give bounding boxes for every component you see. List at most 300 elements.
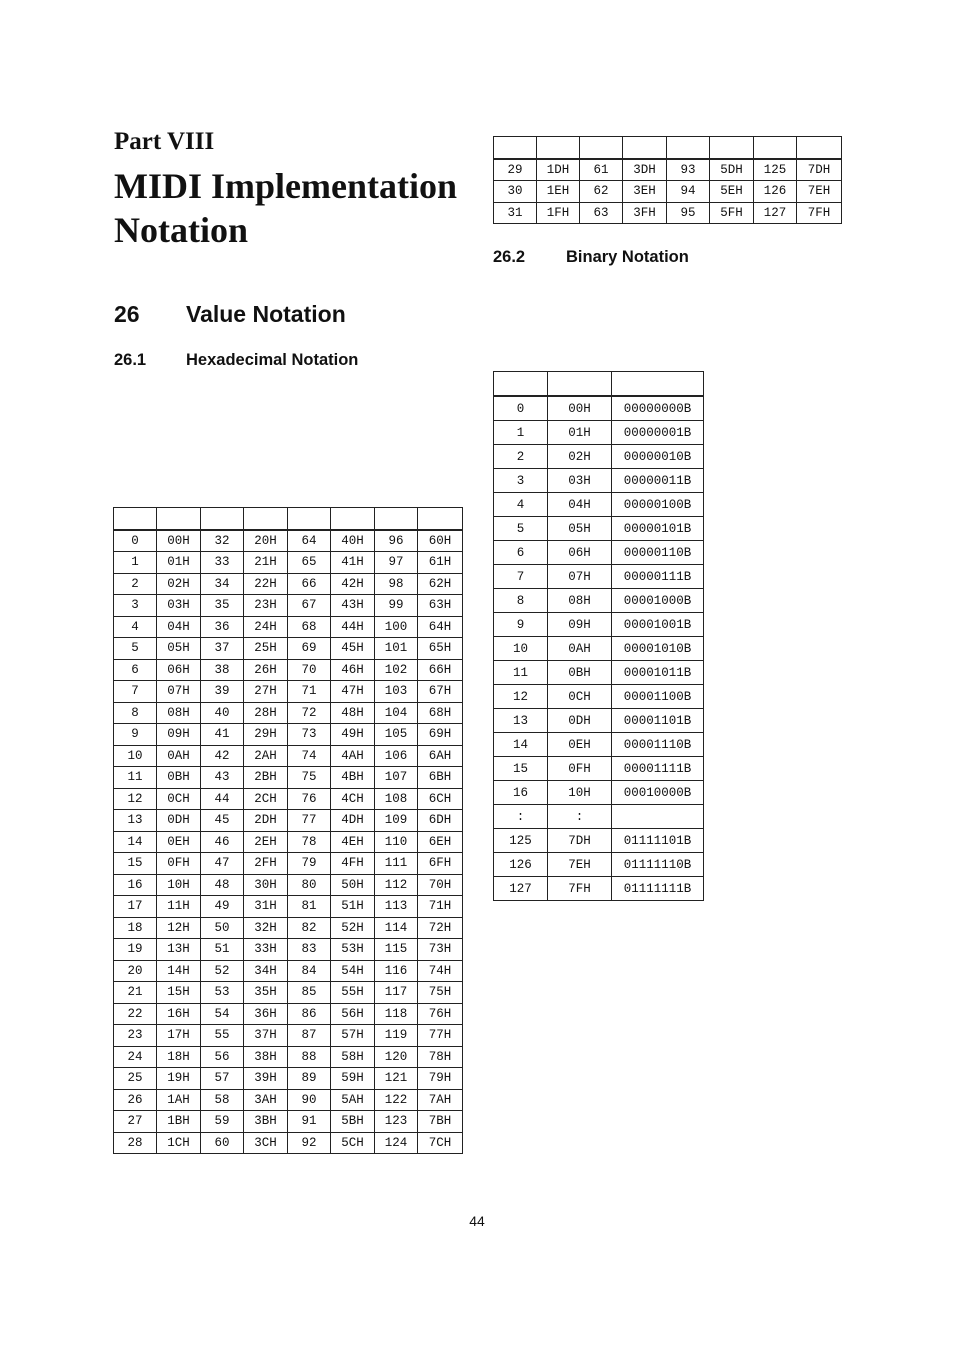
part-title: MIDI Implementation Notation — [114, 166, 457, 250]
table-cell: 32H — [244, 917, 288, 939]
table-cell: 00000010B — [612, 445, 704, 469]
table-row — [114, 874, 463, 896]
table-cell: 1 — [114, 552, 157, 574]
table-cell: 14 — [494, 733, 548, 757]
table-cell: : — [494, 805, 548, 829]
table-cell: 126 — [754, 181, 797, 203]
table-cell: 52 — [201, 960, 244, 982]
table-row — [114, 745, 463, 767]
table-cell: 5DH — [710, 159, 754, 181]
table-cell: 18H — [157, 1046, 201, 1068]
table-cell: 07H — [157, 681, 201, 703]
table-header-cell — [418, 508, 463, 530]
table-row — [114, 788, 463, 810]
table-cell: 05H — [157, 638, 201, 660]
table-cell: 109 — [375, 810, 418, 832]
table-cell: 1CH — [157, 1132, 201, 1154]
table-cell: 03H — [548, 469, 612, 493]
table-cell: 111 — [375, 853, 418, 875]
table-cell: 60 — [201, 1132, 244, 1154]
table-cell: 69H — [418, 724, 463, 746]
table-cell: 17H — [157, 1025, 201, 1047]
table-cell: 22 — [114, 1003, 157, 1025]
table-cell: 5CH — [331, 1132, 375, 1154]
table-cell: 08H — [157, 702, 201, 724]
table-cell: 117 — [375, 982, 418, 1004]
table-row — [494, 202, 842, 224]
table-cell: 41 — [201, 724, 244, 746]
table-cell: 2CH — [244, 788, 288, 810]
table-cell: 62H — [418, 573, 463, 595]
table-cell: 20H — [244, 530, 288, 552]
table-cell: 74 — [288, 745, 331, 767]
table-cell: 95 — [667, 202, 710, 224]
table-cell: 01H — [157, 552, 201, 574]
table-cell: 65 — [288, 552, 331, 574]
table-row — [114, 767, 463, 789]
table-cell: 1FH — [537, 202, 580, 224]
table-header-row — [494, 137, 842, 159]
table-cell: 7BH — [418, 1111, 463, 1133]
table-cell: 68H — [418, 702, 463, 724]
table-row — [494, 445, 704, 469]
table-cell: 11 — [114, 767, 157, 789]
table-header-cell — [580, 137, 623, 159]
table-cell: 0AH — [548, 637, 612, 661]
table-cell: 28 — [114, 1132, 157, 1154]
table-cell: 88 — [288, 1046, 331, 1068]
table-cell: 53H — [331, 939, 375, 961]
table-cell: 0AH — [157, 745, 201, 767]
subsection-heading-hexadecimal — [114, 351, 358, 370]
table-cell: 55H — [331, 982, 375, 1004]
table-cell: 96 — [375, 530, 418, 552]
table-row — [114, 552, 463, 574]
table-cell: 38 — [201, 659, 244, 681]
table-cell: 7CH — [418, 1132, 463, 1154]
table-row — [494, 637, 704, 661]
table-cell: 58 — [201, 1089, 244, 1111]
table-cell: 10 — [114, 745, 157, 767]
table-cell: 7DH — [797, 159, 842, 181]
table-cell: 06H — [157, 659, 201, 681]
table-cell: 91 — [288, 1111, 331, 1133]
table-cell: 2BH — [244, 767, 288, 789]
table-cell: 15 — [114, 853, 157, 875]
section-title: Value Notation — [186, 301, 346, 327]
table-cell: 15H — [157, 982, 201, 1004]
table-cell: 33 — [201, 552, 244, 574]
table-cell: 37H — [244, 1025, 288, 1047]
table-header-cell — [331, 508, 375, 530]
table-cell: 36H — [244, 1003, 288, 1025]
table-cell: 0 — [114, 530, 157, 552]
table-cell: 6EH — [418, 831, 463, 853]
table-cell: 63H — [418, 595, 463, 617]
table-cell: 00000110B — [612, 541, 704, 565]
table-cell: 49H — [331, 724, 375, 746]
table-cell: 74H — [418, 960, 463, 982]
table-cell: 7 — [494, 565, 548, 589]
table-cell: 17 — [114, 896, 157, 918]
table-row — [494, 589, 704, 613]
table-cell: 00000100B — [612, 493, 704, 517]
table-cell: 0 — [494, 396, 548, 421]
table-row — [494, 469, 704, 493]
part-label: Part VIII — [114, 128, 215, 155]
table-cell: 51 — [201, 939, 244, 961]
table-cell: 6DH — [418, 810, 463, 832]
table-cell: 12 — [114, 788, 157, 810]
table-cell: 6 — [114, 659, 157, 681]
table-cell: 79 — [288, 853, 331, 875]
table-cell: 67 — [288, 595, 331, 617]
table-cell: 4DH — [331, 810, 375, 832]
table-row — [494, 517, 704, 541]
section-heading-value-notation — [114, 301, 346, 328]
table-row — [494, 159, 842, 181]
hexadecimal-table-continued — [493, 136, 842, 224]
table-header-row — [114, 508, 463, 530]
table-cell: 57 — [201, 1068, 244, 1090]
table-cell: 25 — [114, 1068, 157, 1090]
table-cell: 12H — [157, 917, 201, 939]
table-cell: 40 — [201, 702, 244, 724]
table-cell: 126 — [494, 853, 548, 877]
table-cell: 42 — [201, 745, 244, 767]
table-cell: 89 — [288, 1068, 331, 1090]
table-cell: 105 — [375, 724, 418, 746]
table-row — [494, 613, 704, 637]
table-cell: 13 — [494, 709, 548, 733]
table-cell: 39 — [201, 681, 244, 703]
table-cell: 61H — [418, 552, 463, 574]
table-row — [494, 877, 704, 901]
table-cell: 61 — [580, 159, 623, 181]
subsection-number: 26.1 — [114, 351, 147, 369]
table-cell: 02H — [157, 573, 201, 595]
table-cell: 00001111B — [612, 757, 704, 781]
table-cell: 00001100B — [612, 685, 704, 709]
table-row — [114, 1132, 463, 1154]
table-cell: 69 — [288, 638, 331, 660]
table-cell: 23 — [114, 1025, 157, 1047]
hexadecimal-table — [113, 507, 463, 1154]
table-cell: 27H — [244, 681, 288, 703]
table-cell: 00000000B — [612, 396, 704, 421]
table-cell: 00001010B — [612, 637, 704, 661]
table-cell: 66H — [418, 659, 463, 681]
table-cell: 97 — [375, 552, 418, 574]
table-cell: 116 — [375, 960, 418, 982]
table-cell: 29 — [494, 159, 537, 181]
table-row — [114, 616, 463, 638]
table-cell: 48H — [331, 702, 375, 724]
table-cell: 00001001B — [612, 613, 704, 637]
table-cell: 7EH — [548, 853, 612, 877]
table-cell: 115 — [375, 939, 418, 961]
table-cell: 124 — [375, 1132, 418, 1154]
table-row — [114, 853, 463, 875]
table-cell: 50 — [201, 917, 244, 939]
table-cell: 112 — [375, 874, 418, 896]
table-row — [494, 565, 704, 589]
table-cell: 53 — [201, 982, 244, 1004]
table-cell: 70H — [418, 874, 463, 896]
table-cell: 125 — [754, 159, 797, 181]
table-cell: 0EH — [548, 733, 612, 757]
table-cell: 32 — [201, 530, 244, 552]
table-cell: 77H — [418, 1025, 463, 1047]
table-cell: 28H — [244, 702, 288, 724]
table-cell: 21 — [114, 982, 157, 1004]
table-row — [494, 181, 842, 203]
table-cell: 123 — [375, 1111, 418, 1133]
table-cell: 51H — [331, 896, 375, 918]
table-row — [114, 831, 463, 853]
table-row — [494, 733, 704, 757]
table-cell: 2FH — [244, 853, 288, 875]
table-cell: 3AH — [244, 1089, 288, 1111]
subsection-number: 26.2 — [493, 248, 526, 266]
table-cell: 101 — [375, 638, 418, 660]
table-cell: 66 — [288, 573, 331, 595]
table-cell: 79H — [418, 1068, 463, 1090]
table-cell: 98 — [375, 573, 418, 595]
table-cell: 72 — [288, 702, 331, 724]
table-cell: 60H — [418, 530, 463, 552]
table-cell: 85 — [288, 982, 331, 1004]
table-cell: 113 — [375, 896, 418, 918]
table-cell: 99 — [375, 595, 418, 617]
table-row — [114, 810, 463, 832]
table-cell: 10 — [494, 637, 548, 661]
table-cell: 54 — [201, 1003, 244, 1025]
table-cell: 1EH — [537, 181, 580, 203]
table-cell: 83 — [288, 939, 331, 961]
table-cell: 30H — [244, 874, 288, 896]
table-cell: 45 — [201, 810, 244, 832]
table-cell: 110 — [375, 831, 418, 853]
table-cell: 3CH — [244, 1132, 288, 1154]
table-cell: 00000101B — [612, 517, 704, 541]
table-row — [114, 638, 463, 660]
table-cell: 43H — [331, 595, 375, 617]
table-header-cell — [612, 372, 704, 397]
table-cell: 00001101B — [612, 709, 704, 733]
table-cell: 9 — [114, 724, 157, 746]
table-cell: 0DH — [548, 709, 612, 733]
table-cell: 14H — [157, 960, 201, 982]
table-cell: 76H — [418, 1003, 463, 1025]
table-cell: 9 — [494, 613, 548, 637]
table-cell: 0BH — [548, 661, 612, 685]
table-row — [114, 1046, 463, 1068]
table-cell: 7 — [114, 681, 157, 703]
table-cell: 71 — [288, 681, 331, 703]
table-cell: 49 — [201, 896, 244, 918]
table-cell: 34H — [244, 960, 288, 982]
table-cell: 00001000B — [612, 589, 704, 613]
table-cell: 37 — [201, 638, 244, 660]
table-row — [494, 541, 704, 565]
table-row — [114, 1003, 463, 1025]
table-cell: 125 — [494, 829, 548, 853]
table-row — [494, 781, 704, 805]
table-cell: 127 — [494, 877, 548, 901]
table-cell: 114 — [375, 917, 418, 939]
table-cell: 7FH — [797, 202, 842, 224]
binary-table — [493, 371, 704, 901]
table-cell: 24H — [244, 616, 288, 638]
table-cell: 4BH — [331, 767, 375, 789]
subsection-title: Hexadecimal Notation — [186, 351, 359, 369]
table-cell: 6 — [494, 541, 548, 565]
table-row — [494, 709, 704, 733]
table-cell: 73 — [288, 724, 331, 746]
table-header-cell — [754, 137, 797, 159]
table-cell: 47H — [331, 681, 375, 703]
table-cell: 103 — [375, 681, 418, 703]
table-cell: 7EH — [797, 181, 842, 203]
table-cell: 3 — [494, 469, 548, 493]
table-cell: 48 — [201, 874, 244, 896]
table-cell: 55 — [201, 1025, 244, 1047]
table-row — [114, 917, 463, 939]
table-cell: 06H — [548, 541, 612, 565]
table-cell: 13H — [157, 939, 201, 961]
table-header-cell — [623, 137, 667, 159]
table-cell: 42H — [331, 573, 375, 595]
table-cell: 0BH — [157, 767, 201, 789]
table-cell: 6FH — [418, 853, 463, 875]
table-cell: 3FH — [623, 202, 667, 224]
table-cell: 36 — [201, 616, 244, 638]
table-cell: 84 — [288, 960, 331, 982]
table-cell: 25H — [244, 638, 288, 660]
table-cell: 59 — [201, 1111, 244, 1133]
table-cell: 46H — [331, 659, 375, 681]
table-row — [494, 396, 704, 421]
table-header-cell — [375, 508, 418, 530]
table-cell: 3 — [114, 595, 157, 617]
table-cell: 75 — [288, 767, 331, 789]
table-cell: 82 — [288, 917, 331, 939]
table-cell: 00001110B — [612, 733, 704, 757]
table-cell: 68 — [288, 616, 331, 638]
table-cell: 2DH — [244, 810, 288, 832]
table-cell: 39H — [244, 1068, 288, 1090]
table-cell: 67H — [418, 681, 463, 703]
table-row — [114, 595, 463, 617]
table-header-cell — [244, 508, 288, 530]
table-cell: 4AH — [331, 745, 375, 767]
table-cell: 01111111B — [612, 877, 704, 901]
section-number: 26 — [114, 301, 140, 327]
table-row — [114, 1089, 463, 1111]
table-cell: 2EH — [244, 831, 288, 853]
table-row — [494, 805, 704, 829]
table-header-cell — [710, 137, 754, 159]
table-cell: 02H — [548, 445, 612, 469]
table-cell: 18 — [114, 917, 157, 939]
table-header-row — [494, 372, 704, 397]
table-cell: 78 — [288, 831, 331, 853]
table-cell: 34 — [201, 573, 244, 595]
table-cell: 16 — [114, 874, 157, 896]
table-cell: 00H — [548, 396, 612, 421]
table-cell: 03H — [157, 595, 201, 617]
table-row — [114, 1068, 463, 1090]
table-cell: 04H — [548, 493, 612, 517]
table-cell: 00000111B — [612, 565, 704, 589]
table-cell: 0FH — [548, 757, 612, 781]
table-cell: 4CH — [331, 788, 375, 810]
table-cell: 5BH — [331, 1111, 375, 1133]
table-cell: 7DH — [548, 829, 612, 853]
table-header-cell — [201, 508, 244, 530]
table-cell: 76 — [288, 788, 331, 810]
table-cell: 5EH — [710, 181, 754, 203]
table-header-cell — [667, 137, 710, 159]
table-cell: 8 — [494, 589, 548, 613]
table-cell: 22H — [244, 573, 288, 595]
table-cell: 56 — [201, 1046, 244, 1068]
table-row — [494, 685, 704, 709]
table-cell: 58H — [331, 1046, 375, 1068]
table-cell: 2 — [494, 445, 548, 469]
table-cell: 19 — [114, 939, 157, 961]
table-cell: 86 — [288, 1003, 331, 1025]
table-cell: 63 — [580, 202, 623, 224]
table-cell: 05H — [548, 517, 612, 541]
table-cell: 122 — [375, 1089, 418, 1111]
table-cell: 26H — [244, 659, 288, 681]
table-cell: 78H — [418, 1046, 463, 1068]
table-cell: 81 — [288, 896, 331, 918]
table-cell: 4FH — [331, 853, 375, 875]
table-cell: 47 — [201, 853, 244, 875]
table-cell: 93 — [667, 159, 710, 181]
table-cell: 35H — [244, 982, 288, 1004]
table-cell: 1AH — [157, 1089, 201, 1111]
table-cell: 31 — [494, 202, 537, 224]
table-cell: 10H — [548, 781, 612, 805]
table-cell: 57H — [331, 1025, 375, 1047]
table-cell: 70 — [288, 659, 331, 681]
table-cell: 11 — [494, 661, 548, 685]
table-cell: 119 — [375, 1025, 418, 1047]
table-cell: 16 — [494, 781, 548, 805]
table-cell: 44H — [331, 616, 375, 638]
table-row — [114, 1025, 463, 1047]
table-cell: 80 — [288, 874, 331, 896]
table-cell: 5AH — [331, 1089, 375, 1111]
table-row — [114, 702, 463, 724]
table-row — [114, 573, 463, 595]
table-cell: 01111101B — [612, 829, 704, 853]
table-cell: 6AH — [418, 745, 463, 767]
table-cell: 15 — [494, 757, 548, 781]
table-cell: : — [548, 805, 612, 829]
table-cell: 3DH — [623, 159, 667, 181]
table-header-cell — [494, 372, 548, 397]
table-row — [494, 493, 704, 517]
table-cell: 09H — [548, 613, 612, 637]
table-cell: 4EH — [331, 831, 375, 853]
table-cell: 0CH — [157, 788, 201, 810]
table-cell: 56H — [331, 1003, 375, 1025]
